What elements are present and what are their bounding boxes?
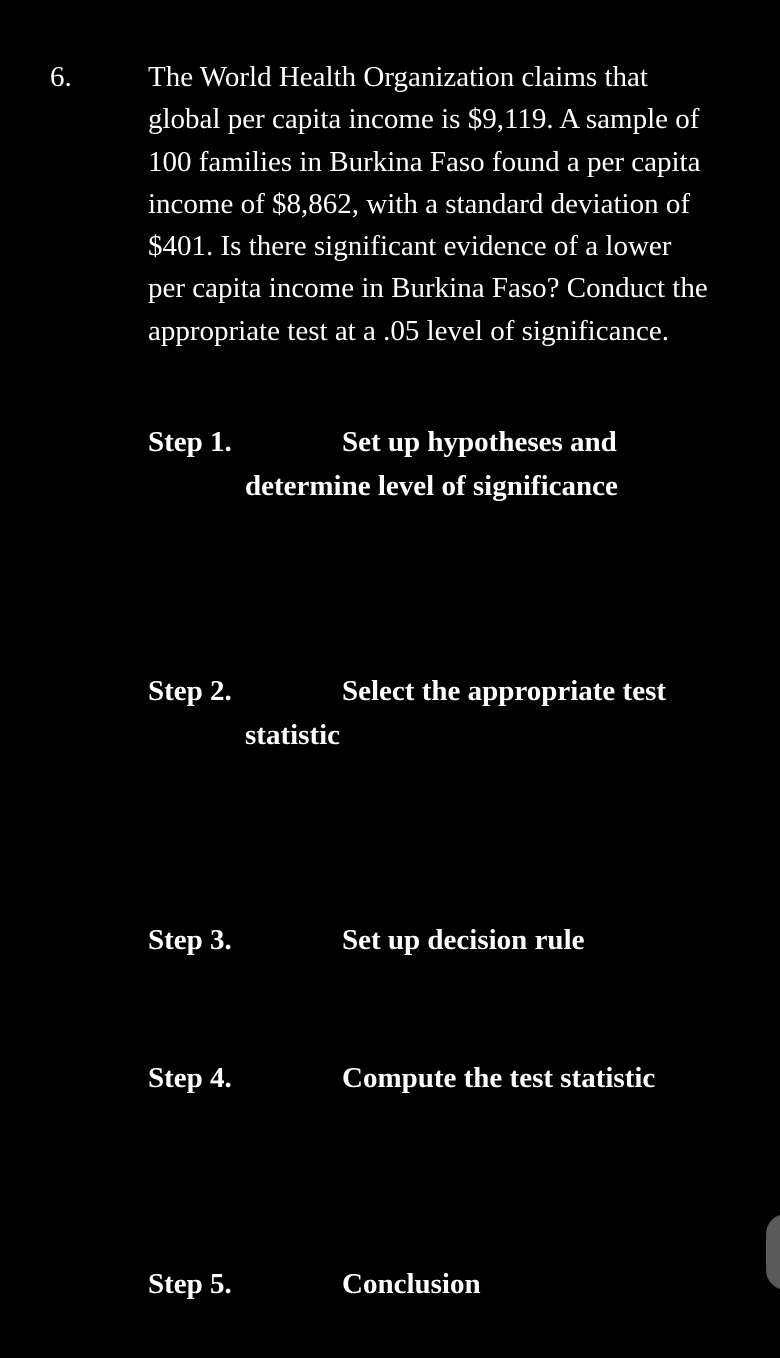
step-2-title-continuation: statistic [245, 719, 341, 751]
step-1-title: Set up hypotheses and [342, 426, 617, 458]
step-5-label: Step 5. [148, 1268, 232, 1300]
question-line: $401. Is there significant evidence of a lower [148, 230, 672, 263]
question-line: income of $8,862, with a standard deviation of [148, 187, 691, 220]
question-line: appropriate test at a .05 level of significance. [148, 314, 669, 347]
question-text [148, 56, 778, 352]
step-2-title: Select the appropriate test [342, 675, 667, 707]
scroll-handle[interactable] [766, 1214, 780, 1290]
step-1-title-continuation: determine level of significance [245, 470, 618, 502]
question-line: The World Health Organization claims that [148, 61, 648, 93]
step-5-title: Conclusion [342, 1268, 481, 1300]
step-4-title: Compute the test statistic [342, 1062, 656, 1094]
question-line: per capita income in Burkina Faso? Conduct the [148, 272, 708, 305]
question-number: 6. [50, 61, 72, 93]
step-2-label: Step 2. [148, 675, 232, 707]
question-line: 100 families in Burkina Faso found a per capita [148, 145, 701, 178]
step-3-title: Set up decision rule [342, 924, 585, 956]
question-line: global per capita income is $9,119. A sample of [148, 103, 700, 136]
step-4-label: Step 4. [148, 1062, 232, 1094]
step-3-label: Step 3. [148, 924, 232, 956]
step-1-label: Step 1. [148, 426, 232, 458]
